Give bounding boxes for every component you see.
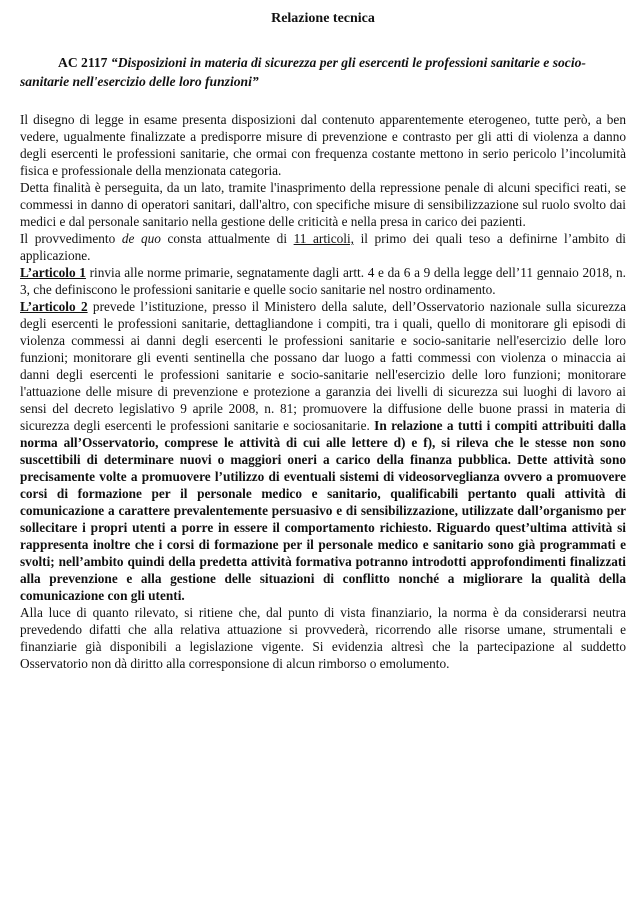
para3-italic: de quo bbox=[121, 231, 161, 246]
para3-text-a: Il provvedimento bbox=[20, 231, 116, 246]
paragraph-article-2 bbox=[20, 298, 626, 604]
bill-title: “Disposizioni in materia di sicurezza per gli esercenti le professioni sanitarie e socio-sanitarie nell'esercizio delle loro funzioni” bbox=[20, 55, 586, 89]
article-2-label: L’articolo 2 bbox=[20, 299, 88, 314]
bill-code: AC 2117 bbox=[58, 55, 108, 70]
paragraph-conclusion: Alla luce di quanto rilevato, si ritiene che, dal punto di vista finanziario, la norma è da considerarsi neutra prevedendo difatti che alla relativa attuazione si provvederà, ricorrendo alle risorse umane, strumentali e finanziarie già disponibili a legislazione vigente. Si evidenzia altresì che la partecipazione al suddetto Osservatorio non dà diritto alla corresponsione di alcun rimborso o emolumento. bbox=[20, 605, 626, 671]
article-2-text: prevede l’istituzione, presso il Ministero della salute, dell’Osservatorio nazionale sulla sicurezza degli esercenti le professioni sanitarie, dettagliandone i compiti, tra i quali, quello di monitorare gli episodi di violenza commessi ai danni degli esercenti le professioni sanitarie e socio-sanitarie nell'esercizio delle loro funzioni; monitorare gli eventi sentinella che possano dar luogo a fatti commessi con violenza o minaccia ai danni degli esercenti le professioni sanitarie e socio-sanitarie nell'esercizio delle loro funzioni; monitorare l'attuazione delle misure di prevenzione e protezione a garanzia dei livelli di sicurezza sui luoghi di lavoro ai sensi del decreto legislativo 9 aprile 2008, n. 81; promuovere la diffusione delle buone prassi in materia di sicurezza degli esercenti le professioni sanitarie e sociosanitarie. bbox=[20, 299, 626, 433]
article-1-text: rinvia alle norme primarie, segnatamente dagli artt. 4 e da 6 a 9 della legge dell’11 gennaio 2018, n. 3, che definiscono le professioni sanitarie e quelle socio sanitarie nel nostro ordinamento. bbox=[20, 265, 626, 297]
document-title: Relazione tecnica bbox=[271, 11, 375, 26]
para3-text-b: consta attualmente di bbox=[167, 231, 288, 246]
paragraph-article-1 bbox=[20, 264, 626, 298]
paragraph-purpose: Detta finalità è perseguita, da un lato, tramite l'inasprimento della repressione penale di alcuni specifici reati, se commessi in danno di operatori sanitari, dall'altro, con specifiche misure di sensibilizzazione sul ruolo svolto dai medici e dal personale sanitario nella gestione delle criticità e nella presa in carico dei pazienti. bbox=[20, 180, 626, 229]
para3-text-c: il primo dei quali teso a definirne l’ambito di applicazione. bbox=[20, 231, 626, 263]
paragraph-articles-count bbox=[20, 230, 626, 264]
para3-articles-count: 11 articoli, bbox=[293, 231, 354, 246]
article-2-bold-text: In relazione a tutti i compiti attribuiti dalla norma all’Osservatorio, comprese le attività di cui alle lettere d) e f), si rileva che le stesse non sono suscettibili di determinare nuovi o maggiori oneri a carico della finanza pubblica. Dette attività sono precisamente volte a promuovere l’utilizzo di eventuali sistemi di videosorveglianza ovvero a promuovere corsi di formazione per il personale medico e sanitario, qualificabili pertanto quali attività di comunicazione a carattere prevalentemente persuasivo e di sensibilizzazione, utilizzate dall’organismo per sollecitare i propri utenti a porre in essere il comportamento richiesto. Riguardo quest’ultima attività si rappresenta inoltre che i corsi di formazione per il personale medico e sanitario sono già programmati e svolti; nell’ambito quindi della predetta attività formativa potranno introdotti approfondimenti finalizzati alla prevenzione e alla gestione delle situazioni di conflitto nonché a migliorare la qualità della comunicazione con gli utenti. bbox=[20, 418, 626, 603]
article-1-label: L’articolo 1 bbox=[20, 265, 86, 280]
paragraph-intro: Il disegno di legge in esame presenta disposizioni dal contenuto apparentemente eterogeneo, tutte però, a ben vedere, ugualmente finalizzate a predisporre misure di prevenzione e contrasto per gli atti di violenza a danno degli esercenti le professioni sanitarie, che ormai con frequenza costante mettono in serio pericolo l’incolumità fisica e professionale della menzionata categoria. bbox=[20, 112, 626, 178]
bill-subject bbox=[20, 53, 626, 91]
